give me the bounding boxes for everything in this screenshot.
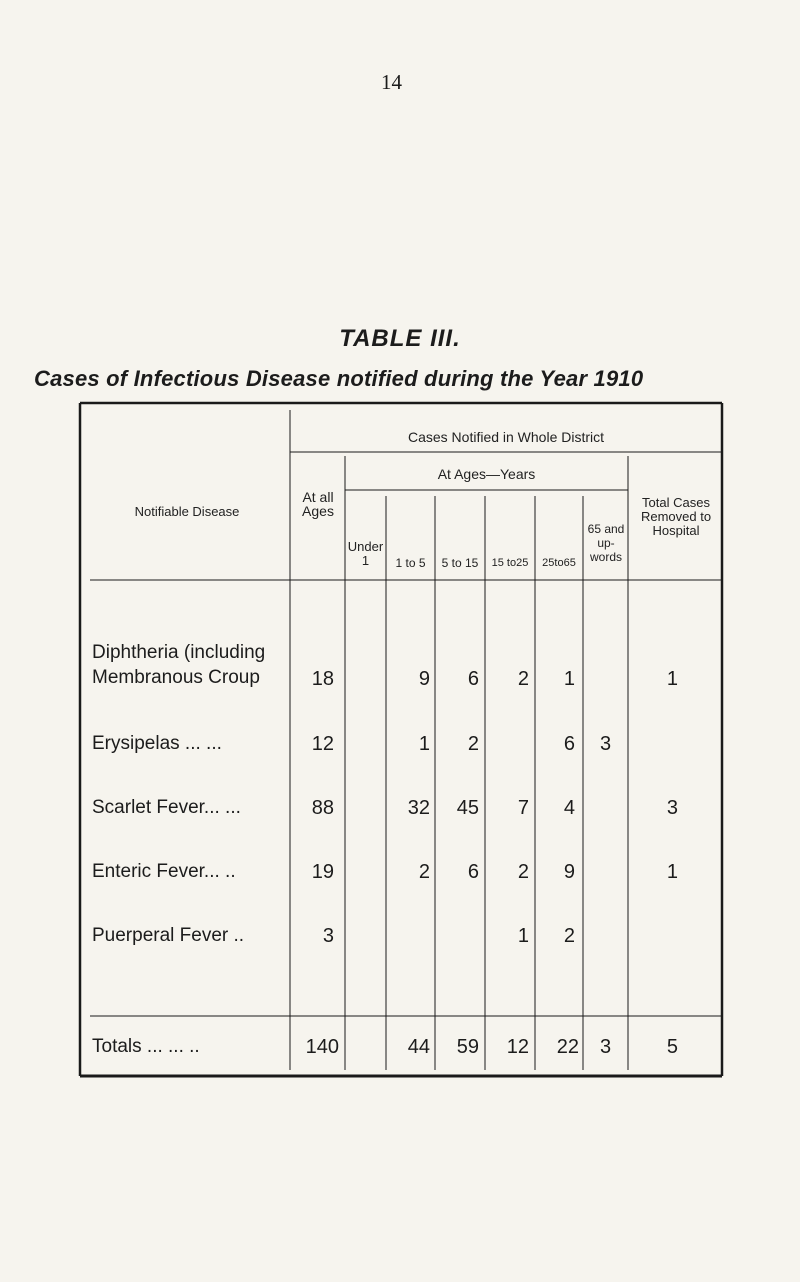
header-65-upwards: 65 and up-words — [587, 522, 625, 564]
header-hospital: Total Cases Removed to Hospital — [640, 495, 712, 538]
header-15-to-25: 15 to25 — [491, 557, 529, 569]
cell-totals-all-ages: 140 — [305, 1036, 339, 1058]
cell-scarlet-1-5: 32 — [407, 797, 430, 819]
cell-scarlet-hospital: 3 — [666, 797, 678, 819]
row-label-diphtheria-line2: Membranous Croup — [92, 667, 260, 688]
header-under-1: Under 1 — [347, 539, 384, 568]
cell-diphtheria-15-25: 2 — [517, 668, 529, 690]
header-cases-notified: Cases Notified in Whole District — [407, 429, 605, 445]
cell-erysipelas-5-15: 2 — [467, 733, 479, 755]
cell-enteric-all-ages: 19 — [311, 861, 334, 883]
cell-enteric-15-25: 2 — [517, 861, 529, 883]
cell-erysipelas-all-ages: 12 — [311, 733, 334, 755]
cell-enteric-25-65: 9 — [563, 861, 575, 883]
row-label-erysipelas: Erysipelas ... ... — [92, 733, 222, 754]
header-at-ages: At Ages—Years — [437, 466, 536, 482]
cell-erysipelas-65-up: 3 — [599, 733, 612, 755]
cell-totals-hospital: 5 — [666, 1036, 678, 1058]
row-label-scarlet-fever: Scarlet Fever... ... — [92, 797, 241, 818]
cell-puerperal-25-65: 2 — [563, 925, 575, 947]
cell-scarlet-all-ages: 88 — [311, 797, 334, 819]
cell-totals-65-up: 3 — [599, 1036, 612, 1058]
cell-diphtheria-25-65: 1 — [563, 668, 575, 690]
cell-erysipelas-1-5: 1 — [418, 733, 430, 755]
header-25-to-65: 25to65 — [542, 557, 576, 569]
cell-enteric-1-5: 2 — [418, 861, 430, 883]
cell-diphtheria-all-ages: 18 — [311, 668, 334, 690]
header-1-to-5: 1 to 5 — [395, 556, 426, 570]
header-disease: Notifiable Disease — [134, 504, 240, 519]
cell-erysipelas-25-65: 6 — [563, 733, 575, 755]
header-all-ages: At all Ages — [302, 489, 334, 519]
cell-totals-25-65: 22 — [556, 1036, 579, 1058]
table-subtitle: Cases of Infectious Disease notified during the Year 1910 — [34, 366, 644, 391]
cell-diphtheria-5-15: 6 — [467, 668, 479, 690]
row-label-puerperal-fever: Puerperal Fever .. — [92, 925, 245, 946]
row-label-enteric-fever: Enteric Fever... .. — [92, 861, 236, 882]
cell-puerperal-15-25: 1 — [517, 925, 529, 947]
row-label-diphtheria-line1: Diphtheria (including — [92, 642, 266, 663]
table-title: TABLE III. — [339, 325, 461, 352]
cell-diphtheria-hospital: 1 — [666, 668, 678, 690]
cell-totals-5-15: 59 — [456, 1036, 479, 1058]
header-5-to-15: 5 to 15 — [441, 556, 479, 570]
cell-scarlet-5-15: 45 — [456, 797, 479, 819]
cell-scarlet-15-25: 7 — [517, 797, 529, 819]
cell-enteric-5-15: 6 — [467, 861, 479, 883]
cell-scarlet-25-65: 4 — [563, 797, 575, 819]
cell-puerperal-all-ages: 3 — [322, 925, 334, 947]
row-label-totals: Totals ... ... .. — [92, 1036, 200, 1057]
page-number: 14 — [381, 70, 402, 94]
cell-totals-15-25: 12 — [506, 1036, 529, 1058]
cell-diphtheria-1-5: 9 — [418, 668, 430, 690]
cell-totals-1-5: 44 — [407, 1036, 430, 1058]
cell-enteric-hospital: 1 — [666, 861, 678, 883]
